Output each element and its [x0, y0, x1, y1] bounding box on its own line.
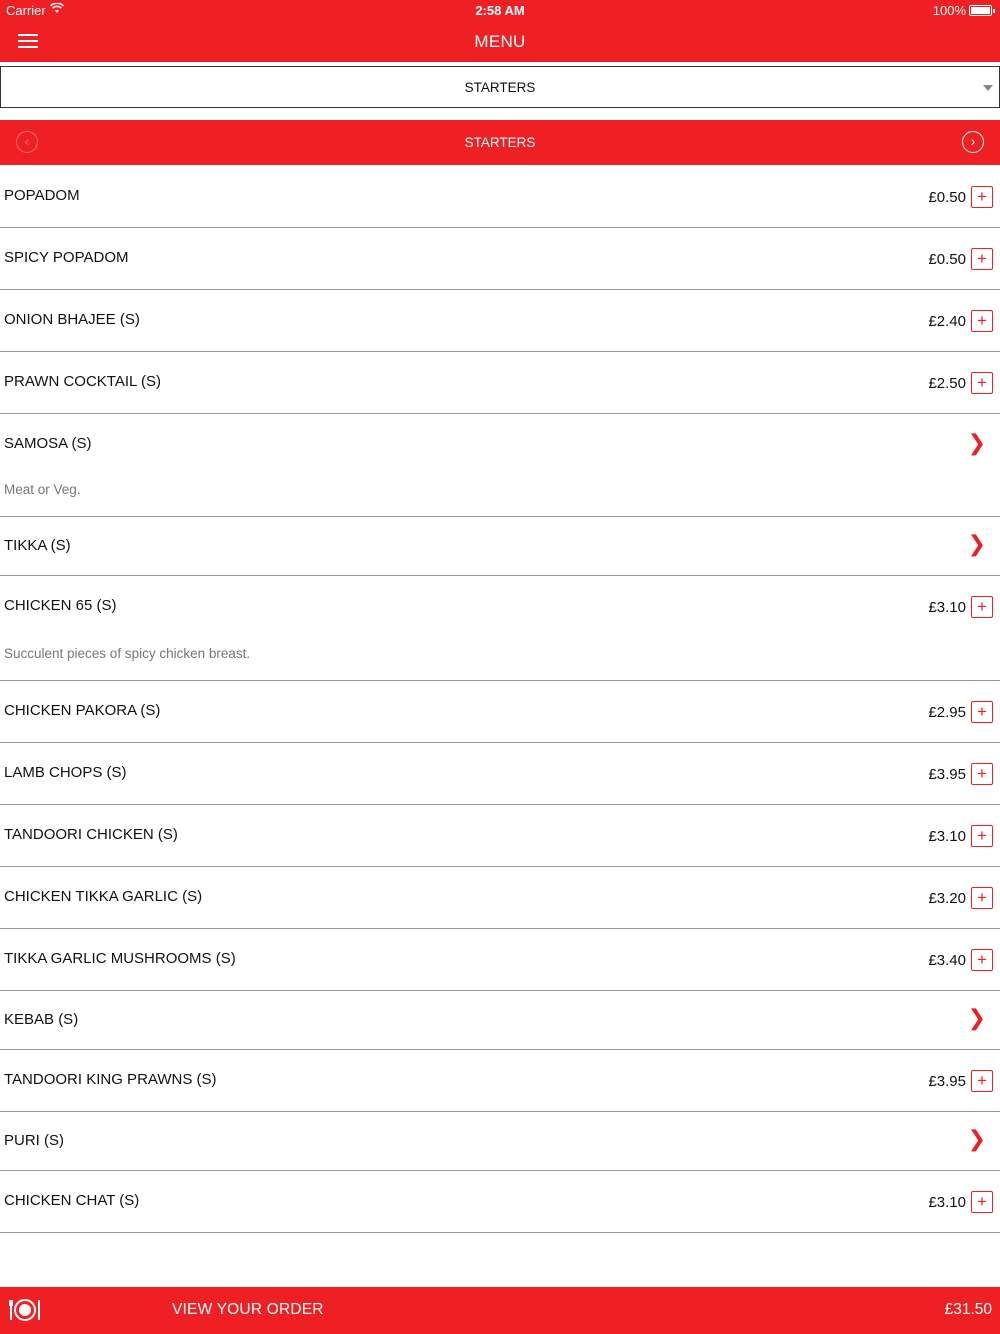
item-price: £3.40 — [928, 952, 966, 969]
plus-icon[interactable]: + — [971, 825, 993, 847]
item-description: Meat or Veg. — [4, 482, 81, 497]
category-dropdown[interactable] — [0, 66, 1000, 108]
item-price: £3.95 — [928, 766, 966, 783]
menu-item[interactable] — [0, 991, 1000, 1050]
chevron-right-icon[interactable]: ❯ — [967, 1126, 986, 1151]
status-bar — [0, 0, 1000, 20]
item-price: £0.50 — [928, 189, 966, 206]
item-price: £3.95 — [928, 1073, 966, 1090]
plus-icon[interactable]: + — [971, 1191, 993, 1213]
item-price: £3.10 — [928, 828, 966, 845]
order-total: £31.50 — [944, 1301, 992, 1318]
menu-item[interactable] — [0, 1171, 1000, 1233]
item-name: CHICKEN CHAT (S) — [4, 1192, 140, 1209]
menu-item[interactable] — [0, 743, 1000, 805]
item-name: TANDOORI KING PRAWNS (S) — [4, 1071, 217, 1088]
item-price: £3.10 — [928, 599, 966, 616]
plus-icon[interactable]: + — [971, 1070, 993, 1092]
item-name: TIKKA GARLIC MUSHROOMS (S) — [4, 950, 236, 967]
plus-icon[interactable]: + — [971, 186, 993, 208]
menu-item[interactable] — [0, 867, 1000, 929]
item-name: TIKKA (S) — [4, 537, 71, 554]
chevron-right-circle-icon[interactable]: › — [962, 131, 984, 153]
menu-item[interactable] — [0, 681, 1000, 743]
menu-item[interactable] — [0, 576, 1000, 681]
category-bar — [0, 120, 1000, 165]
plus-icon[interactable]: + — [971, 887, 993, 909]
menu-item[interactable] — [0, 1112, 1000, 1171]
item-price: £2.95 — [928, 704, 966, 721]
menu-item[interactable] — [0, 352, 1000, 414]
menu-item[interactable] — [0, 290, 1000, 352]
plus-icon[interactable]: + — [971, 701, 993, 723]
view-order-label: VIEW YOUR ORDER — [172, 1301, 324, 1318]
top-bar — [0, 0, 1000, 62]
item-name: LAMB CHOPS (S) — [4, 764, 127, 781]
chevron-right-icon[interactable]: ❯ — [967, 430, 986, 455]
menu-item[interactable] — [0, 228, 1000, 290]
view-order-bar[interactable] — [0, 1287, 1000, 1334]
item-price: £0.50 — [928, 251, 966, 268]
plate-cutlery-icon — [9, 1298, 41, 1322]
item-price: £3.10 — [928, 1194, 966, 1211]
item-name: KEBAB (S) — [4, 1011, 79, 1028]
menu-item[interactable] — [0, 805, 1000, 867]
item-name: SAMOSA (S) — [4, 435, 92, 452]
item-name: POPADOM — [4, 187, 80, 204]
item-name: CHICKEN TIKKA GARLIC (S) — [4, 888, 203, 905]
clock: 2:58 AM — [475, 3, 525, 18]
menu-item[interactable] — [0, 517, 1000, 576]
plus-icon[interactable]: + — [971, 248, 993, 270]
plus-icon[interactable]: + — [971, 763, 993, 785]
plus-icon[interactable]: + — [971, 310, 993, 332]
item-name: CHICKEN PAKORA (S) — [4, 702, 161, 719]
battery-icon — [969, 5, 992, 16]
category-title: STARTERS — [464, 135, 536, 150]
item-price: £3.20 — [928, 890, 966, 907]
chevron-right-icon[interactable]: ❯ — [967, 1005, 986, 1030]
chevron-left-circle-icon[interactable]: ‹ — [16, 131, 38, 153]
item-description: Succulent pieces of spicy chicken breast. — [4, 646, 251, 661]
caret-down-icon — [983, 85, 993, 91]
category-dropdown-value: STARTERS — [464, 80, 536, 95]
item-name: TANDOORI CHICKEN (S) — [4, 826, 178, 843]
plus-icon[interactable]: + — [971, 596, 993, 618]
carrier-label: Carrier — [6, 3, 46, 18]
item-price: £2.40 — [928, 313, 966, 330]
plus-icon[interactable]: + — [971, 949, 993, 971]
page-title: MENU — [474, 32, 526, 51]
item-name: ONION BHAJEE (S) — [4, 311, 140, 328]
battery-percent: 100% — [932, 3, 966, 18]
item-price: £2.50 — [928, 375, 966, 392]
menu-list — [0, 166, 1000, 1233]
menu-item[interactable] — [0, 929, 1000, 991]
item-name: PURI (S) — [4, 1132, 64, 1149]
chevron-right-icon[interactable]: ❯ — [967, 531, 986, 556]
menu-item[interactable] — [0, 1050, 1000, 1112]
menu-item[interactable] — [0, 414, 1000, 517]
item-name: CHICKEN 65 (S) — [4, 597, 117, 614]
plus-icon[interactable]: + — [971, 372, 993, 394]
menu-item[interactable] — [0, 166, 1000, 228]
item-name: PRAWN COCKTAIL (S) — [4, 373, 161, 390]
item-name: SPICY POPADOM — [4, 249, 129, 266]
